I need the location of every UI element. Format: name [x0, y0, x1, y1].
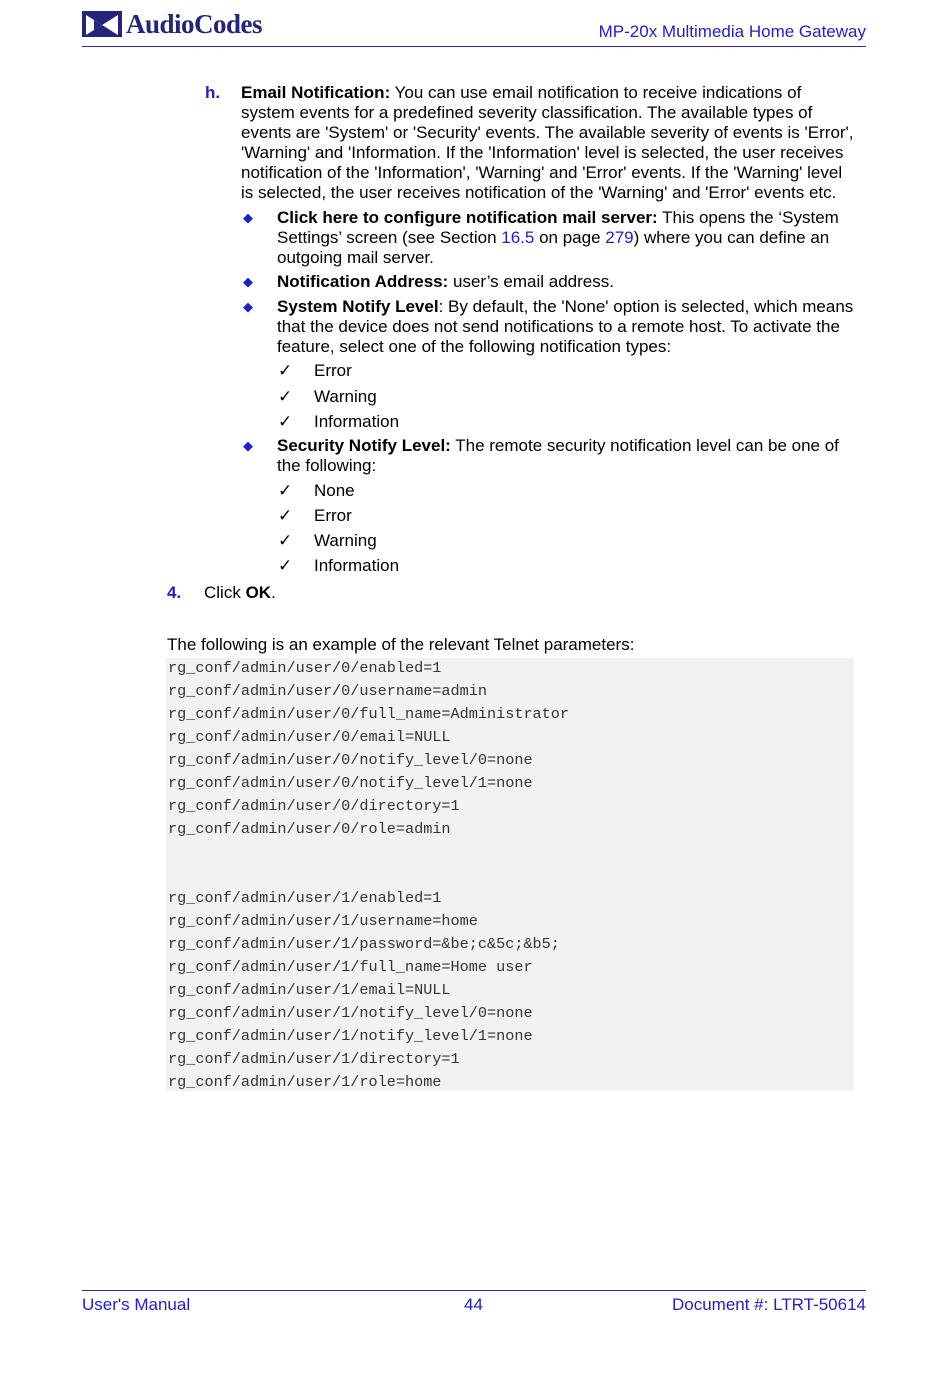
- configure-mail-server-line-3: outgoing mail server.: [277, 248, 434, 267]
- code-line: rg_conf/admin/user/1/role=home: [168, 1073, 442, 1091]
- system-notify-label: System Notify Level: [277, 297, 439, 316]
- document-title: MP-20x Multimedia Home Gateway: [598, 22, 866, 41]
- checkmark-icon: ✓: [278, 361, 293, 380]
- footer-manual-label: User's Manual: [82, 1295, 191, 1314]
- page-link[interactable]: 279: [605, 228, 634, 247]
- audiocodes-logo-icon: [82, 9, 122, 39]
- email-notification-line-1: Email Notification: You can use email notification to receive indications of: [241, 83, 802, 102]
- email-notification-line-3: events are 'System' or 'Security' events. The available severity of events is 'Error',: [241, 123, 854, 142]
- email-notification-line-2: system events for a predefined severity classification. The available types of: [241, 103, 813, 122]
- code-line: rg_conf/admin/user/1/notify_level/1=none: [168, 1027, 533, 1045]
- logo-text: AudioCodes: [126, 8, 263, 39]
- notification-address-label: Notification Address:: [277, 272, 449, 291]
- security-option-warning: Warning: [314, 531, 377, 550]
- diamond-bullet-icon: ◆: [243, 274, 253, 289]
- security-notify-line-1: Security Notify Level: The remote security notification level can be one of: [277, 436, 839, 455]
- notification-address-line: Notification Address: user’s email address.: [277, 272, 614, 291]
- page-footer: [82, 1290, 866, 1321]
- code-line: rg_conf/admin/user/1/email=NULL: [168, 981, 451, 999]
- system-option-information: Information: [314, 412, 400, 431]
- checkmark-icon: ✓: [278, 531, 293, 550]
- code-line: rg_conf/admin/user/0/full_name=Administrator: [168, 705, 570, 723]
- configure-mail-server-line-2: Settings’ screen (see Section 16.5 on page 279) where you can define an: [277, 228, 830, 247]
- email-notification-label: Email Notification:: [241, 83, 391, 102]
- step-4-text: Click OK.: [204, 583, 276, 602]
- code-line: rg_conf/admin/user/1/directory=1: [168, 1050, 460, 1068]
- checkmark-icon: ✓: [278, 556, 293, 575]
- ok-label: OK: [245, 583, 272, 602]
- page-header: [82, 8, 866, 47]
- diamond-bullet-icon: ◆: [243, 210, 253, 225]
- code-line: rg_conf/admin/user/0/notify_level/1=none: [168, 774, 533, 792]
- checkmark-icon: ✓: [278, 412, 293, 431]
- telnet-intro: The following is an example of the relevant Telnet parameters:: [167, 635, 635, 654]
- configure-mail-server-line-1: Click here to configure notification mail server: This opens the ‘System: [277, 208, 839, 227]
- code-line: rg_conf/admin/user/1/password=&be;c&5c;&b5;: [168, 935, 560, 953]
- system-option-error: Error: [314, 361, 352, 380]
- telnet-code-block: [166, 658, 854, 1091]
- system-option-warning: Warning: [314, 387, 377, 406]
- security-option-error: Error: [314, 506, 352, 525]
- step-number-4: 4.: [167, 583, 182, 602]
- code-line: rg_conf/admin/user/0/username=admin: [168, 682, 487, 700]
- code-line: rg_conf/admin/user/1/enabled=1: [168, 889, 442, 907]
- checkmark-icon: ✓: [278, 506, 293, 525]
- checkmark-icon: ✓: [278, 387, 293, 406]
- diamond-bullet-icon: ◆: [243, 438, 253, 453]
- security-notify-label: Security Notify Level:: [277, 436, 451, 455]
- security-notify-line-2: the following:: [277, 456, 377, 475]
- diamond-bullet-icon: ◆: [243, 299, 253, 314]
- email-notification-line-4: 'Warning' and 'Information. If the 'Information' level is selected, the user receives: [241, 143, 844, 162]
- checkmark-icon: ✓: [278, 481, 293, 500]
- security-option-information: Information: [314, 556, 400, 575]
- audiocodes-logo: [82, 8, 262, 40]
- system-notify-line-2: that the device does not send notifications to a remote host. To activate the: [277, 317, 840, 336]
- system-notify-line-1: System Notify Level: By default, the 'None' option is selected, which means: [277, 297, 854, 316]
- section-link[interactable]: 16.5: [501, 228, 535, 247]
- document-number: Document #: LTRT-50614: [671, 1295, 866, 1314]
- code-line: rg_conf/admin/user/1/full_name=Home user: [168, 958, 533, 976]
- code-line: rg_conf/admin/user/0/enabled=1: [168, 659, 442, 677]
- configure-mail-server-label: Click here to configure notification mail server:: [277, 208, 658, 227]
- email-notification-line-5: notification of the 'Information', 'Warning' and 'Error' events. If the 'Warning' level: [241, 163, 843, 182]
- email-notification-line-6: is selected, the user receives notification of the 'Warning' and 'Error' events etc.: [241, 183, 837, 202]
- security-option-none: None: [314, 481, 355, 500]
- code-line: rg_conf/admin/user/1/notify_level/0=none: [168, 1004, 533, 1022]
- list-marker-h: h.: [205, 83, 221, 102]
- code-line: rg_conf/admin/user/0/directory=1: [168, 797, 460, 815]
- system-notify-line-3: feature, select one of the following notification types:: [277, 337, 672, 356]
- page-number: 44: [464, 1295, 483, 1314]
- code-line: rg_conf/admin/user/0/notify_level/0=none: [168, 751, 533, 769]
- code-line: rg_conf/admin/user/0/email=NULL: [168, 728, 451, 746]
- code-line: rg_conf/admin/user/1/username=home: [168, 912, 478, 930]
- code-line: rg_conf/admin/user/0/role=admin: [168, 820, 451, 838]
